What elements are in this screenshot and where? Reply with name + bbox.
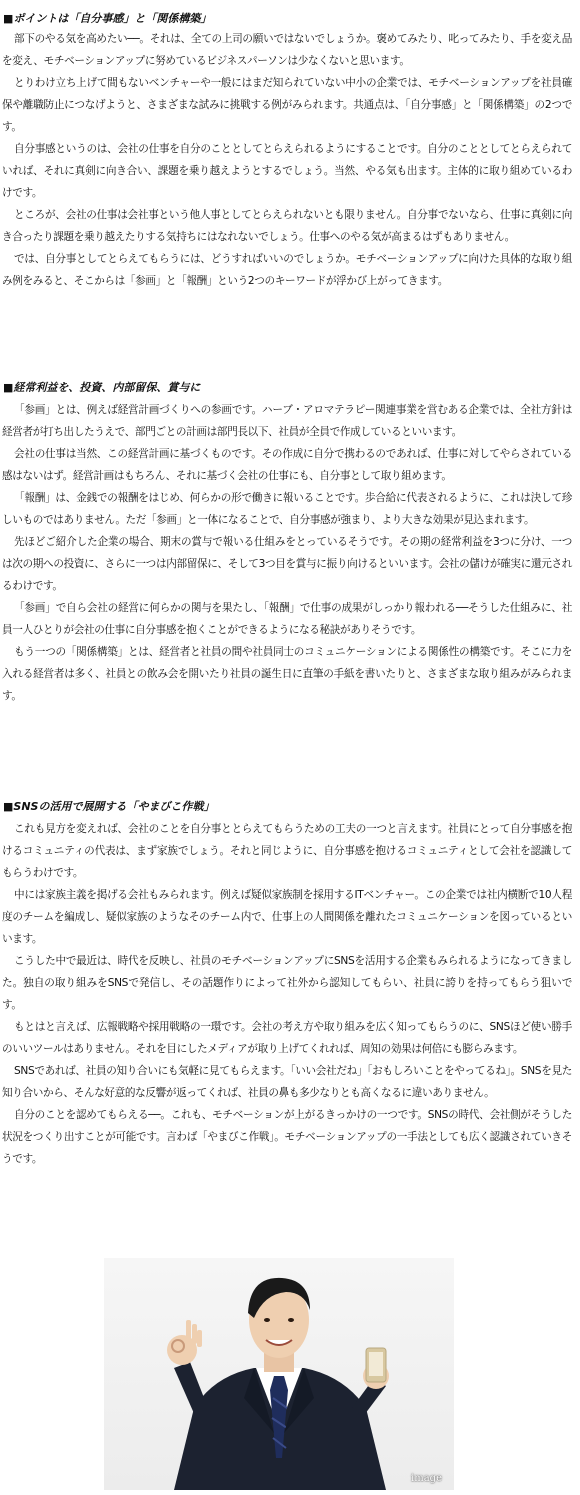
paragraph: とりわけ立ち上げて間もないベンチャーや一般にはまだ知られていない中小の企業では、モチベーションアップを社員確保や離職防止につなげようと、さまざまな試みに挑戦する例がみられます。共通点は、「自分事感」と「関係構築」の2つです。 <box>2 77 572 133</box>
paragraph: もとはと言えば、広報戦略や採用戦略の一環です。会社の考え方や取り組みを広く知ってもらうのに、SNSほど使い勝手のいいツールはありません。それを目にしたメディアが取り上げてくれれば、周知の効果は何倍にも膨らみます。 <box>2 1021 572 1055</box>
paragraph: では、自分事としてとらえてもらうには、どうすればいいのでしょうか。モチベーションアップに向けた具体的な取り組み例をみると、そこからは「参画」と「報酬」という2つのキーワードが浮かび上がってきます。 <box>2 253 572 287</box>
section-body <box>0 399 580 707</box>
businessman-photo <box>104 1258 454 1490</box>
paragraph: 中には家族主義を掲げる会社もみられます。例えば疑似家族制を採用するITベンチャー。この企業では社内横断で10人程度のチームを編成し、疑似家族のようなそのチーム内で、仕事上の人間関係を離れたコミュニケーションを図っているといいます。 <box>2 889 572 945</box>
paragraph: これも見方を変えれば、会社のことを自分事ととらえてもらうための工夫の一つと言えます。社員にとって自分事感を抱けるコミュニティの代表は、まず家族でしょう。それと同じように、自分事感を抱けるコミュニティとして会社を認識してもらうわけです。 <box>2 823 572 879</box>
paragraph: 「参画」とは、例えば経営計画づくりへの参画です。ハーブ・アロマテラピー関連事業を営むある企業では、全社方針は経営者が打ち出したうえで、部門ごとの計画は部門長以下、社員が全員で作成しているといいます。 <box>2 404 572 438</box>
image-caption-label: image <box>411 1473 442 1484</box>
paragraph: こうした中で最近は、時代を反映し、社員のモチベーションアップにSNSを活用する企業もみられるようになってきました。独自の取り組みをSNSで発信し、その話題作りによって社外から認知してもらい、社員に誇りを持ってもらう狙いです。 <box>2 955 572 1011</box>
paragraph: 「報酬」は、金銭での報酬をはじめ、何らかの形で働きに報いることです。歩合給に代表されるように、これは決して珍しいものではありません。ただ「参画」と一体になることで、自分事感が強まり、より大きな効果が見込まれます。 <box>2 492 572 526</box>
paragraph: 会社の仕事は当然、この経営計画に基づくものです。その作成に自分で携わるのであれば、仕事に対してやらされている感はないはず。経営計画はもちろん、それに基づく会社の仕事にも、自分事として取り組めます。 <box>2 448 572 482</box>
paragraph: 先ほどご紹介した企業の場合、期末の賞与で報いる仕組みをとっているそうです。その期の経常利益を3つに分け、一つは次の期への投資に、さらに一つは内部留保に、そして3つ目を賞与に振り向けるといいます。会社の儲けが確実に還元されるわけです。 <box>2 536 572 592</box>
paragraph: ところが、会社の仕事は会社事という他人事としてとらえられないとも限りません。自分事でないなら、仕事に真剣に向き合ったり課題を乗り越えたりする気持ちにはなれないでしょう。仕事へのやる気が高まるはずもありません。 <box>2 209 572 243</box>
section-body <box>0 818 580 1170</box>
paragraph: SNSであれば、社員の知り合いにも気軽に見てもらえます。「いい会社だね」「おもしろいことをやってるね」。SNSを見た知り合いから、そんな好意的な反響が返ってくれば、社員の鼻も多少なりとも高くなるに違いありません。 <box>2 1065 572 1099</box>
businessman-illustration <box>104 1258 454 1490</box>
paragraph: 自分事感というのは、会社の仕事を自分のこととしてとらえられるようにすることです。自分のこととしてとらえられていれば、それに真剣に向き合い、課題を乗り越えようとするでしょう。当然、やる気も出ます。主体的に取り組めているわけです。 <box>2 143 572 199</box>
paragraph: もう一つの「関係構築」とは、経営者と社員の間や社員同士のコミュニケーションによる関係性の構築です。そこに力を入れる経営者は多く、社員との飲み会を開いたり社員の誕生日に直筆の手紙を書いたりと、さまざまな取り組みがみられます。 <box>2 646 572 702</box>
paragraph: 自分のことを認めてもらえる──。これも、モチベーションが上がるきっかけの一つです。SNSの時代、会社側がそうした状況をつくり出すことが可能です。言わば「やまびこ作戦」。モチベーションアップの一手法としても広く認識されていきそうです。 <box>2 1109 572 1165</box>
paragraph: 「参画」で自ら会社の経営に何らかの関与を果たし、「報酬」で仕事の成果がしっかり報われる──そうした仕組みに、社員一人ひとりが会社の仕事に自分事感を抱くことができるようになる秘訣がありそうです。 <box>2 602 572 636</box>
section-heading: ■ポイントは「自分事感」と「関係構築」 <box>3 12 212 25</box>
paragraph: 部下のやる気を高めたい──。それは、全ての上司の願いではないでしょうか。褒めてみたり、叱ってみたり、手を変え品を変え、モチベーションアップに努めているビジネスパーソンは少なくないと思います。 <box>2 33 572 67</box>
section-heading: ■SNSの活用で展開する「やまびこ作戦」 <box>3 800 215 813</box>
section-heading: ■経常利益を、投資、内部留保、賞与に <box>3 381 201 394</box>
section-body <box>0 28 580 292</box>
